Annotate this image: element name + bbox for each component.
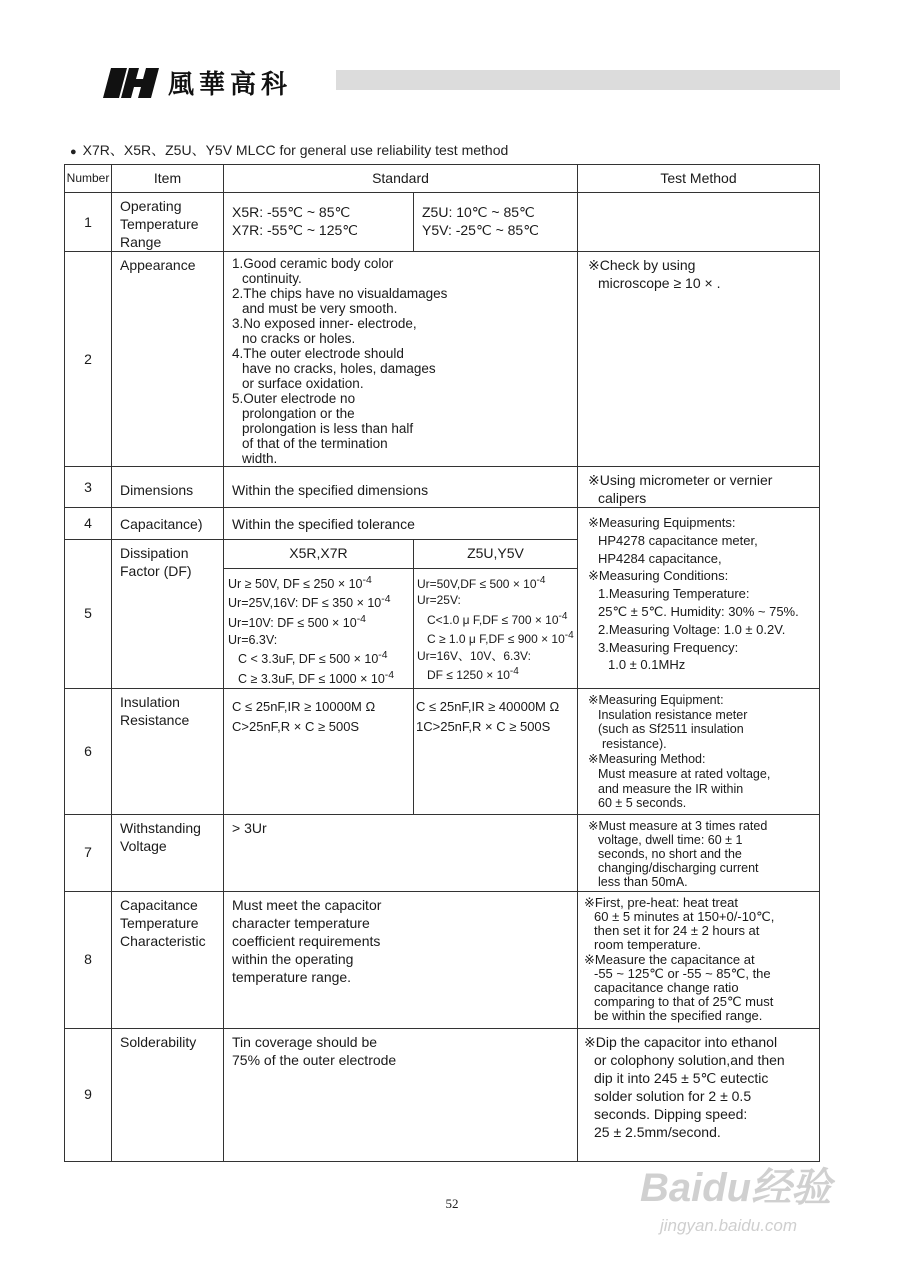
df-line: Ur=25V,16V: DF ≤ 350 × 10 (228, 596, 382, 611)
tm-line: 2.Measuring Voltage: 1.0 ± 0.2V. (598, 621, 786, 637)
df-exp: -4 (356, 614, 366, 625)
std-line: 1.Good ceramic body color (232, 256, 394, 271)
standard-cell (224, 252, 578, 467)
row-number: 9 (65, 1028, 112, 1161)
row-item (112, 193, 224, 252)
col-number: Number (65, 165, 112, 193)
tm-line: seconds. Dipping speed: (594, 1105, 748, 1122)
item-line: Dissipation (120, 545, 189, 561)
df-line: C < 3.3uF, DF ≤ 500 × 10 (238, 652, 379, 667)
tm-line: seconds, no short and the (598, 846, 742, 861)
row-number: 7 (65, 814, 112, 891)
tm-line: then set it for 24 ± 2 hours at (594, 923, 760, 939)
tm-line: 25 ± 2.5mm/second. (594, 1123, 721, 1140)
tm-line: HP4284 capacitance, (598, 550, 722, 566)
row-number: 8 (65, 891, 112, 1028)
test-method-cell (578, 508, 820, 689)
tm-line: Must measure at rated voltage, (598, 766, 771, 781)
std-line: Must meet the capacitor (232, 896, 382, 913)
item-line: Operating (120, 198, 182, 214)
tm-line: 60 ± 5 minutes at 150+0/-10℃, (594, 909, 775, 925)
test-method-cell (578, 467, 820, 508)
row-number: 2 (65, 252, 112, 467)
row-item: Capacitance) (112, 508, 224, 540)
df-line: Ur=50V,DF ≤ 500 × 10 (416, 576, 537, 591)
tm-line: ※First, pre-heat: heat treat (584, 894, 738, 910)
tm-line: solder solution for 2 ± 0.5 (594, 1087, 752, 1104)
tm-line: ※Measuring Conditions: (588, 568, 729, 584)
item-line: Temperature (120, 216, 199, 232)
df-exp: -4 (558, 610, 568, 622)
table-row (65, 814, 820, 891)
std-line: X5R: -55℃ ~ 85℃ (232, 204, 351, 220)
item-line: Voltage (120, 837, 167, 854)
row-item (112, 540, 224, 689)
watermark-logo: Baidu经验 (640, 1166, 832, 1210)
std-line: within the operating (232, 950, 354, 967)
test-method-cell (578, 688, 820, 814)
std-line: C>25nF,R × C ≥ 500S (232, 718, 360, 734)
tm-line: or colophony solution,and then (594, 1051, 785, 1068)
tm-line: capacitance change ratio (594, 980, 739, 996)
reliability-test-table (64, 164, 820, 1162)
std-line: prolongation or the (242, 406, 355, 421)
table-header-row (65, 165, 820, 193)
df-left-title: X5R,X7R (224, 540, 413, 568)
tm-line: and measure the IR within (598, 781, 744, 796)
df-line: Ur=10V: DF ≤ 500 × 10 (228, 616, 357, 631)
std-line: coefficient requirements (232, 932, 381, 949)
df-subtable (224, 540, 577, 688)
tm-line: ※Measuring Equipment: (588, 692, 724, 707)
tm-line: voltage, dwell time: 60 ± 1 (598, 832, 743, 847)
item-line: Characteristic (120, 932, 206, 949)
tm-line: 1.Measuring Temperature: (598, 586, 750, 602)
company-logo (103, 66, 161, 100)
df-line: Ur ≥ 50V, DF ≤ 250 × 10 (228, 576, 363, 591)
row-item: Dimensions (112, 467, 224, 508)
tm-line: HP4278 capacitance meter, (598, 532, 758, 548)
std-line: prolongation is less than half (242, 421, 414, 436)
tm-line: room temperature. (594, 937, 701, 953)
header-bar (336, 70, 840, 90)
df-line: Ur=25V: (416, 593, 461, 608)
std-line: 5.Outer electrode no (232, 391, 356, 406)
table-row (65, 252, 820, 467)
tm-line: comparing to that of 25℃ must (594, 994, 774, 1010)
standard-cell: Within the specified dimensions (224, 467, 578, 508)
col-standard: Standard (224, 165, 578, 193)
tm-line: 25℃ ± 5℃. Humidity: 30% ~ 75%. (598, 603, 799, 619)
df-line: Ur=6.3V: (228, 632, 278, 647)
df-line: DF ≤ 1250 × 10 (426, 668, 510, 683)
watermark-url: jingyan.baidu.com (660, 1216, 798, 1235)
std-line: 2.The chips have no visualdamages (232, 286, 448, 301)
std-line: 1C>25nF,R × C ≥ 500S (416, 718, 551, 734)
standard-left (224, 193, 414, 252)
row-item (112, 814, 224, 891)
item-line: Factor (DF) (120, 563, 192, 579)
std-line: or surface oxidation. (242, 376, 364, 391)
std-line: of that of the termination (242, 436, 388, 451)
tm-line: ※Must measure at 3 times rated (588, 818, 768, 833)
test-method-cell (578, 891, 820, 1028)
bullet-icon: ● (70, 146, 77, 158)
std-line: character temperature (232, 914, 370, 931)
df-line: C ≥ 1.0 μ F,DF ≤ 900 × 10 (426, 632, 565, 647)
tm-line: ※Measuring Equipments: (588, 515, 736, 530)
test-method-cell (578, 814, 820, 891)
tm-line: 1.0 ± 0.1MHz (608, 657, 686, 673)
df-exp: -4 (536, 574, 546, 586)
test-method-cell (578, 1028, 820, 1161)
std-line: have no cracks, holes, damages (242, 361, 436, 376)
watermark (640, 1150, 840, 1260)
tm-line: resistance). (602, 737, 667, 752)
std-line: Z5U: 10℃ ~ 85℃ (422, 204, 535, 220)
std-line: 75% of the outer electrode (232, 1051, 397, 1068)
row-number: 5 (65, 540, 112, 689)
std-line: 4.The outer electrode should (232, 346, 404, 361)
col-test-method: Test Method (578, 165, 820, 193)
heading-text: X7R、X5R、Z5U、Y5V MLCC for general use reliability test method (82, 142, 509, 158)
df-line: C ≥ 3.3uF, DF ≤ 1000 × 10 (238, 672, 385, 687)
std-line: Y5V: -25℃ ~ 85℃ (422, 222, 539, 238)
df-exp: -4 (509, 666, 519, 678)
row-number: 3 (65, 467, 112, 508)
std-line: continuity. (242, 271, 302, 286)
tm-line: dip it into 245 ± 5℃ eutectic (594, 1069, 769, 1086)
row-item: Solderability (112, 1028, 224, 1161)
std-line: and must be very smooth. (242, 301, 398, 316)
df-subtable-cell (224, 540, 578, 689)
table-row (65, 891, 820, 1028)
tm-line: less than 50mA. (598, 874, 688, 889)
item-line: Range (120, 234, 162, 250)
std-line: temperature range. (232, 968, 352, 985)
std-line: 3.No exposed inner- electrode, (232, 316, 417, 331)
tm-line: ※Using micrometer or vernier (588, 472, 773, 488)
df-line: C<1.0 μ F,DF ≤ 700 × 10 (426, 612, 559, 627)
standard-left (224, 688, 414, 814)
df-exp: -4 (381, 594, 391, 606)
tm-line: ※Measure the capacitance at (584, 951, 755, 967)
table-row (65, 1028, 820, 1161)
tm-line: ※Dip the capacitor into ethanol (584, 1033, 778, 1050)
item-line: Withstanding (120, 819, 201, 836)
row-number: 4 (65, 508, 112, 540)
tm-line: 3.Measuring Frequency: (598, 639, 739, 655)
std-line: C ≤ 25nF,IR ≥ 10000M Ω (232, 698, 376, 714)
std-line: C ≤ 25nF,IR ≥ 40000M Ω (416, 698, 560, 714)
df-exp: -4 (384, 670, 395, 682)
df-right-title: Z5U,Y5V (413, 540, 577, 568)
table-row (65, 193, 820, 252)
tm-line: microscope ≥ 10 × . (598, 275, 721, 291)
standard-cell: > 3Ur (224, 814, 578, 891)
tm-line: be within the specified range. (594, 1008, 763, 1024)
item-line: Capacitance (120, 896, 198, 913)
df-exp: -4 (564, 630, 574, 642)
df-exp: -4 (378, 650, 388, 662)
tm-line: (such as Sf2511 insulation (598, 722, 744, 737)
standard-right (414, 688, 578, 814)
item-line: Resistance (120, 711, 190, 728)
df-right-values (413, 568, 577, 688)
standard-cell: Within the specified tolerance (224, 508, 578, 540)
df-left-values (224, 568, 413, 688)
std-line: Tin coverage should be (232, 1033, 378, 1050)
item-line: Insulation (120, 693, 180, 710)
tm-line: calipers (598, 490, 647, 506)
test-method-empty (578, 193, 820, 252)
standard-cell (224, 1028, 578, 1161)
std-line: no cracks or holes. (242, 331, 356, 346)
table-row (65, 508, 820, 540)
tm-line: ※Check by using (588, 257, 696, 273)
row-item (112, 688, 224, 814)
std-line: width. (242, 451, 278, 466)
brand-name: 風華高科 (168, 69, 293, 99)
df-exp: -4 (362, 574, 372, 586)
table-row (65, 688, 820, 814)
standard-right (414, 193, 578, 252)
tm-line: 60 ± 5 seconds. (598, 796, 687, 811)
row-number: 6 (65, 688, 112, 814)
tm-line: Insulation resistance meter (598, 707, 748, 722)
std-line: X7R: -55℃ ~ 125℃ (232, 222, 359, 238)
df-line: Ur=16V、10V、6.3V: (416, 648, 531, 663)
page-number: 52 (445, 1196, 459, 1211)
table-row (65, 467, 820, 508)
tm-line: ※Measuring Method: (588, 752, 706, 767)
row-item (112, 891, 224, 1028)
test-method-cell (578, 252, 820, 467)
col-item: Item (112, 165, 224, 193)
section-heading (70, 140, 508, 160)
standard-cell (224, 891, 578, 1028)
item-line: Temperature (120, 914, 199, 931)
row-item: Appearance (112, 252, 224, 467)
tm-line: -55 ~ 125℃ or -55 ~ 85℃, the (594, 965, 771, 981)
row-number: 1 (65, 193, 112, 252)
tm-line: changing/discharging current (598, 860, 759, 875)
